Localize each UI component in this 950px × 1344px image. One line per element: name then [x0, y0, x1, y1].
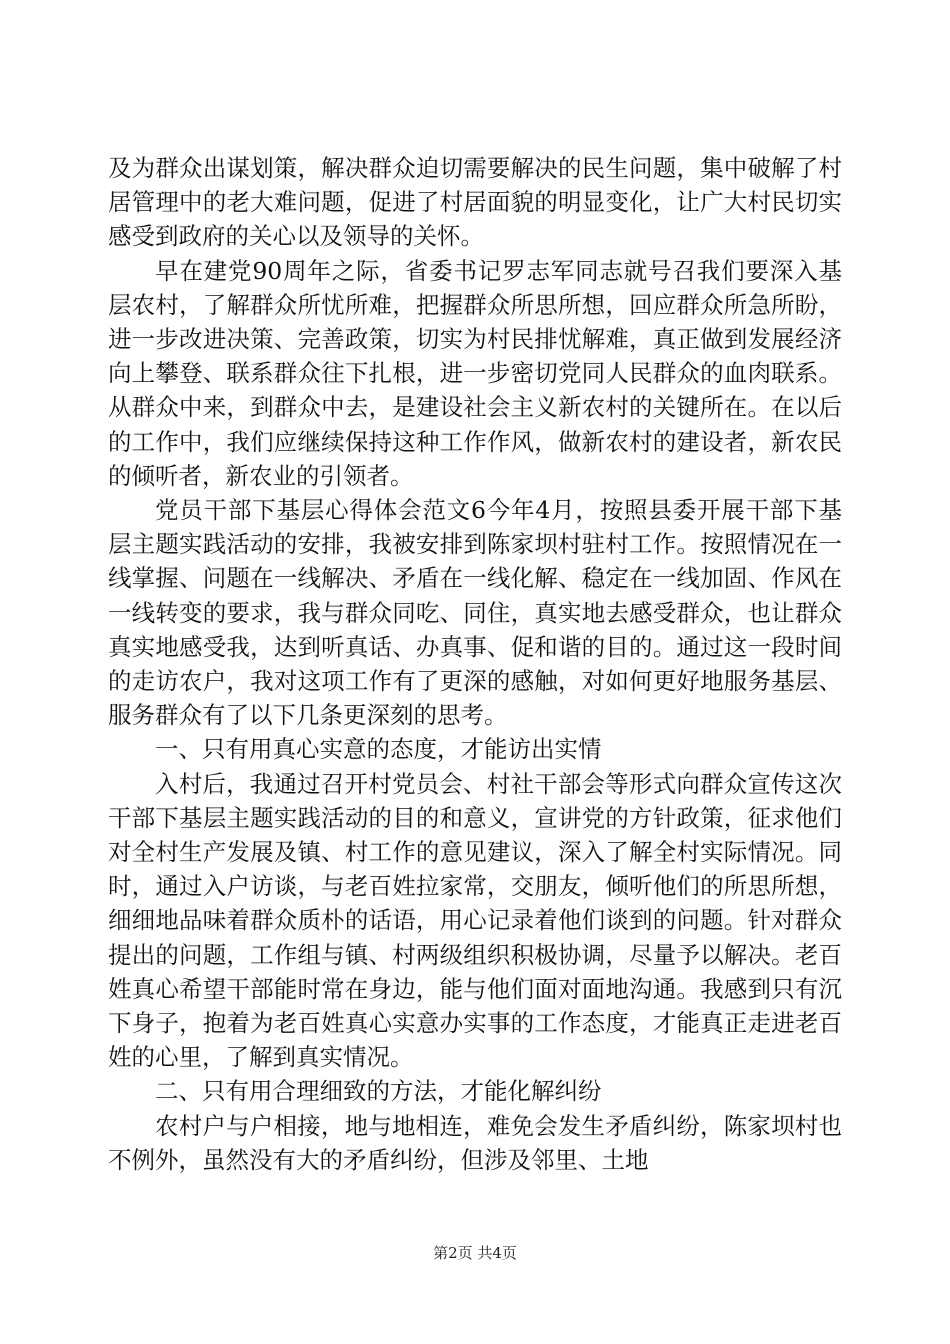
- paragraph-3: 党员干部下基层心得体会范文6今年4月，按照县委开展干部下基层主题实践活动的安排，我被安排到陈家坝村驻村工作。按照情况在一线掌握、问题在一线解决、矛盾在一线化解、稳定在一线加固、作风在一线转变的要求，我与群众同吃、同住，真实地去感受群众，也让群众真实地感受我，达到听真话、办真事、促和谐的目的。通过这一段时间的走访农户，我对这项工作有了更深的感触，对如何更好地服务基层、服务群众有了以下几条更深刻的思考。: [108, 496, 842, 730]
- document-body: [108, 151, 842, 1177]
- paragraph-4: 入村后，我通过召开村党员会、村社干部会等形式向群众宣传这次干部下基层主题实践活动的目的和意义，宣讲党的方针政策，征求他们对全村生产发展及镇、村工作的意见建议，深入了解全村实际情况。同时，通过入户访谈，与老百姓拉家常，交朋友，倾听他们的所思所想，细细地品味着群众质朴的话语，用心记录着他们谈到的问题。针对群众提出的问题，工作组与镇、村两级组织积极协调，尽量予以解决。老百姓真心希望干部能时常在身边，能与他们面对面地沟通。我感到只有沉下身子，抱着为老百姓真心实意办实事的工作态度，才能真正走进老百姓的心里，了解到真实情况。: [108, 769, 842, 1072]
- page-footer: 第2页 共4页: [433, 1244, 517, 1262]
- paragraph-2: 早在建党90周年之际，省委书记罗志军同志就号召我们要深入基层农村，了解群众所忧所难，把握群众所思所想，回应群众所急所盼，进一步改进决策、完善政策，切实为村民排忧解难，真正做到发展经济向上攀登、联系群众往下扎根，进一步密切党同人民群众的血肉联系。从群众中来，到群众中去，是建设社会主义新农村的关键所在。在以后的工作中，我们应继续保持这种工作作风，做新农村的建设者，新农民的倾听者，新农业的引领者。: [108, 256, 842, 490]
- section-heading-2: 二、只有用合理细致的方法，才能化解纠纷: [155, 1077, 602, 1106]
- paragraph-1: 及为群众出谋划策，解决群众迫切需要解决的民生问题，集中破解了村居管理中的老大难问题，促进了村居面貌的明显变化，让广大村民切实感受到政府的关心以及领导的关怀。: [108, 154, 842, 251]
- section-heading-1: 一、只有用真心实意的态度，才能访出实情: [155, 735, 602, 764]
- paragraph-5: 农村户与户相接，地与地相连，难免会发生矛盾纠纷，陈家坝村也不例外，虽然没有大的矛盾纠纷，但涉及邻里、土地: [108, 1111, 842, 1174]
